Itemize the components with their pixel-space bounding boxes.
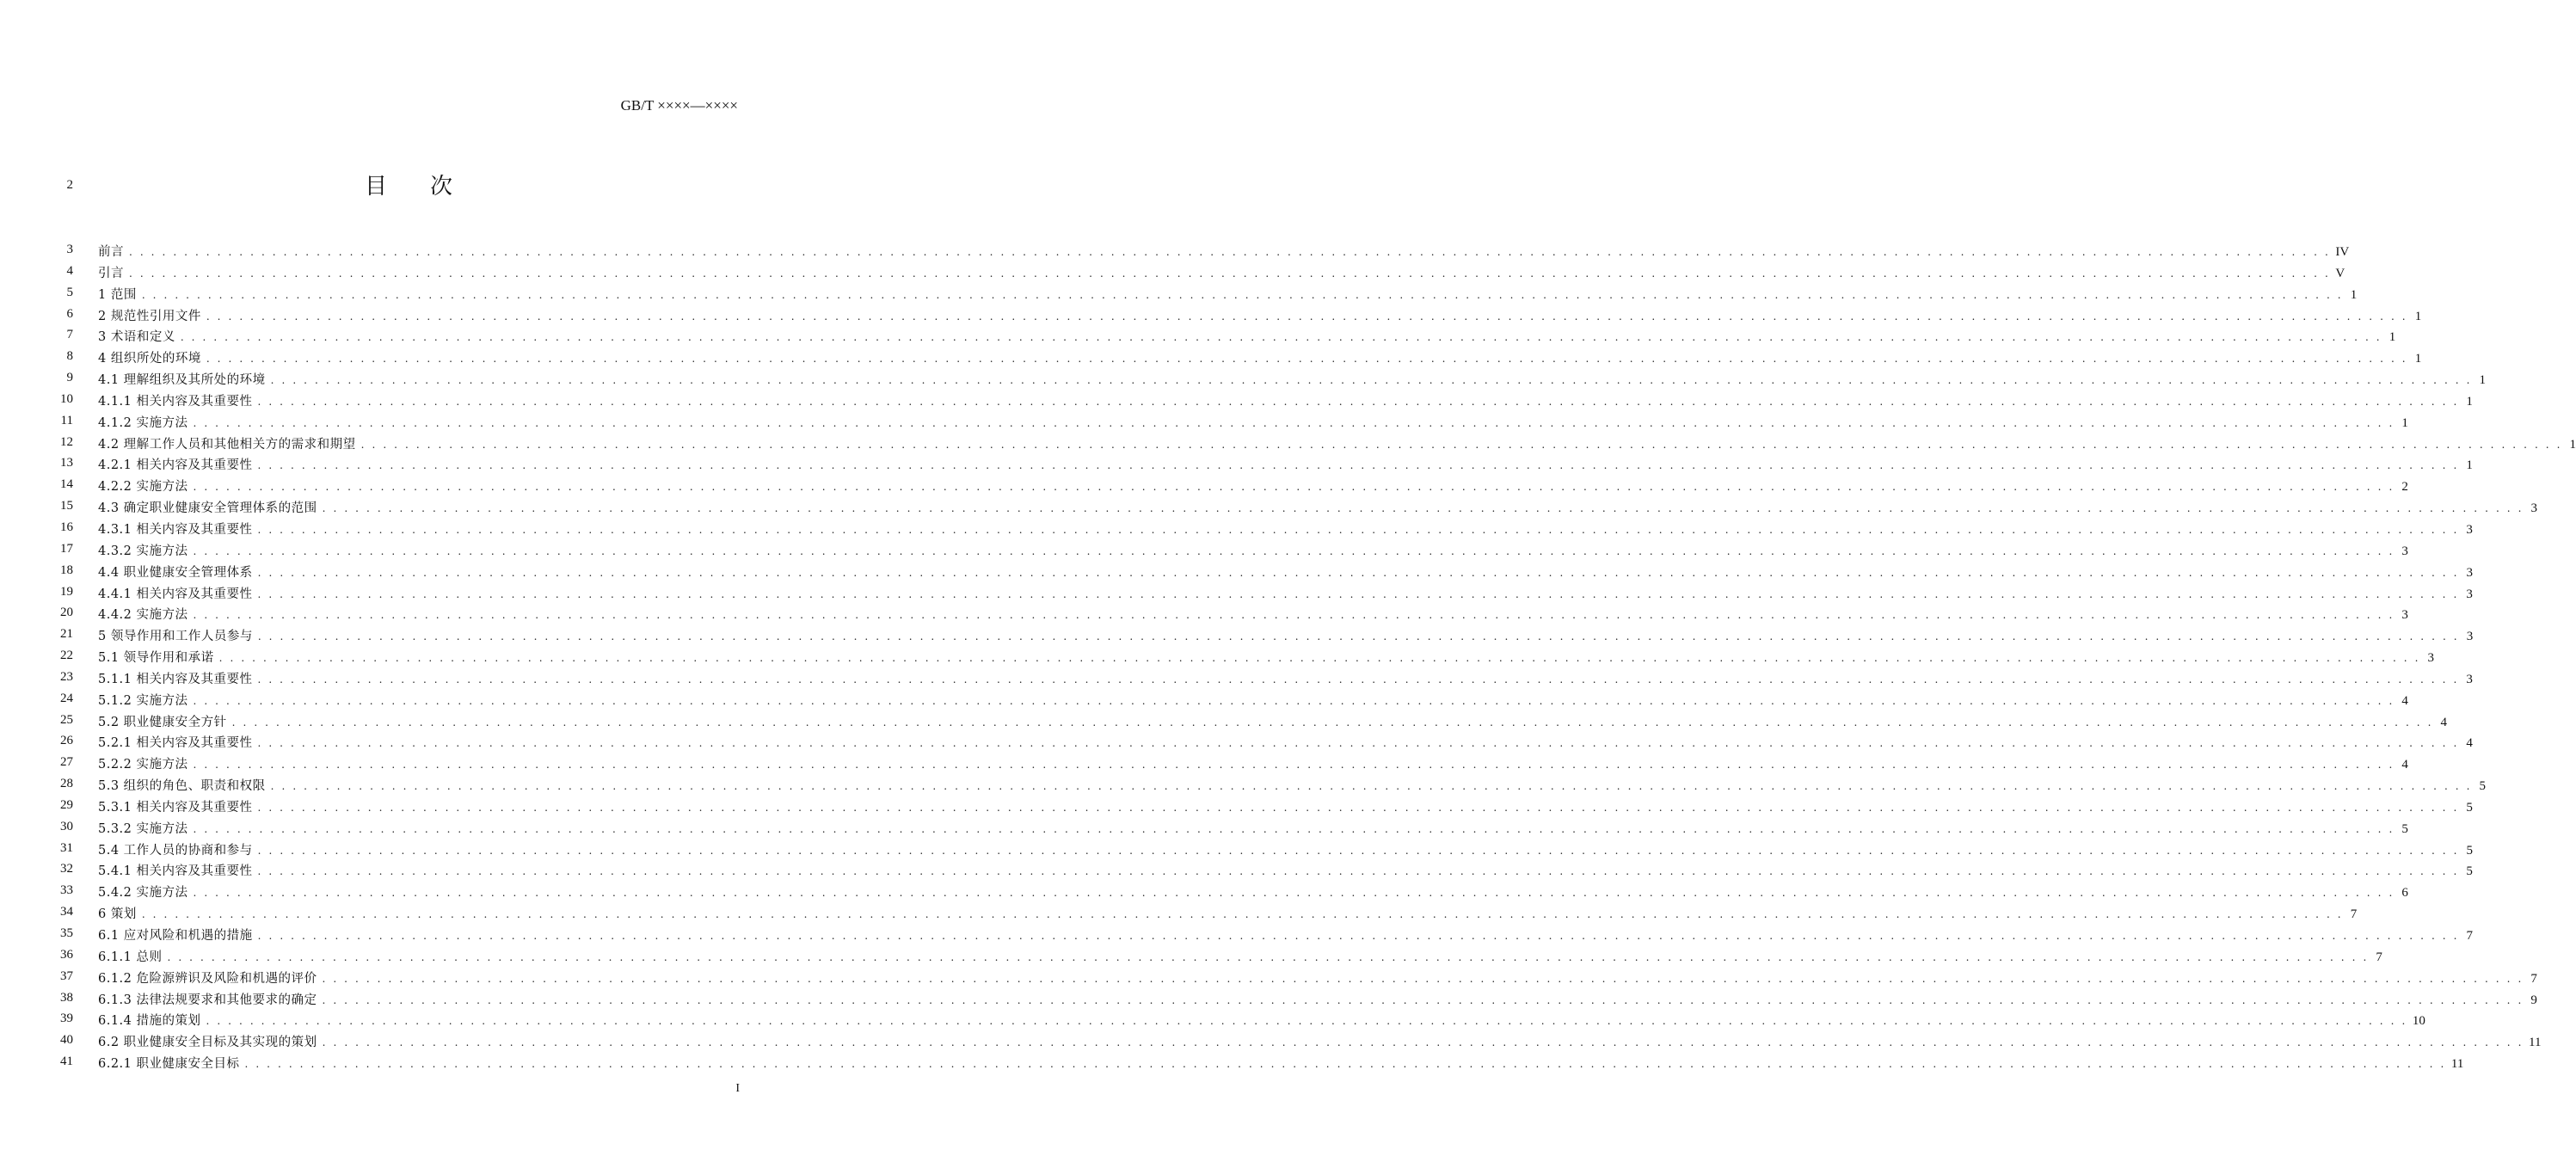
toc-row [0, 645, 2435, 667]
dot-leader: . . . . . . . . . . . . . . . . . . . . . . . . . . . . . . . . . . . . . . . . . . . . . . . . . . . . . . . . . . . . . . . . . . . . . . . . . . . . . . . . . . . . . . . . . . . . . . . . . . . . . . . . . . . . . . . . . . . . . . . . . . . . . . . . . . . . . . . . . . . . . . . . . . . . . . . . . . . . . . . . . . . . . . . . . . . . . . . . . . . . . . . . . . . . . . . . . . . . . . . . [193, 694, 2395, 707]
toc-entry[interactable] [98, 691, 2408, 709]
line-number: 16 [60, 520, 73, 534]
toc-row [0, 858, 2473, 880]
toc-page-number: 3 [2466, 672, 2473, 686]
toc-entry[interactable] [98, 840, 2474, 858]
toc-entry-title: 4.1.1 相关内容及其重要性 [98, 394, 253, 409]
toc-entry[interactable] [98, 776, 2487, 794]
toc-entry-title: 5.4.1 相关内容及其重要性 [98, 864, 253, 879]
toc-page-number: 3 [2530, 501, 2538, 516]
toc-row [0, 1008, 2425, 1030]
line-number: 17 [60, 541, 73, 556]
line-number: 28 [60, 777, 73, 791]
toc-page-number: 5 [2466, 843, 2474, 858]
line-number: 3 [66, 243, 73, 256]
toc-row [0, 282, 2358, 304]
dot-leader: . . . . . . . . . . . . . . . . . . . . . . . . . . . . . . . . . . . . . . . . . . . . . . . . . . . . . . . . . . . . . . . . . . . . . . . . . . . . . . . . . . . . . . . . . . . . . . . . . . . . . . . . . . . . . . . . . . . . . . . . . . . . . . . . . . . . . . . . . . . . . . . . . . . . . . . . . . . . . . . . . . . . . . . . . . . . . . . . . . . . . . . . . . . . . . . . . . . . . . . . [322, 502, 2524, 515]
toc-entry-title: 4.4.1 相关内容及其重要性 [98, 587, 253, 601]
toc-entry-title: 2 规范性引用文件 [98, 309, 201, 323]
toc-entry[interactable] [98, 1054, 2464, 1072]
toc-page-number: 1 [2388, 330, 2396, 345]
line-number: 19 [60, 584, 73, 599]
line-number: 11 [60, 413, 73, 427]
toc-entry[interactable] [98, 563, 2474, 581]
toc-page-number: 11 [2529, 1036, 2542, 1050]
toc-page-number: 10 [2412, 1014, 2425, 1029]
toc-row [0, 452, 2473, 474]
toc-row [0, 410, 2408, 432]
toc-row [0, 923, 2474, 944]
toc-row [0, 261, 2345, 282]
dot-leader: . . . . . . . . . . . . . . . . . . . . . . . . . . . . . . . . . . . . . . . . . . . . . . . . . . . . . . . . . . . . . . . . . . . . . . . . . . . . . . . . . . . . . . . . . . . . . . . . . . . . . . . . . . . . . . . . . . . . . . . . . . . . . . . . . . . . . . . . . . . . . . . . . . . . . . . . . . . . . . . . . . . . . . . . . . . . . . . . . . . . . . . . . . . . . . . . . . . . . . . . [257, 673, 2459, 686]
toc-entry[interactable] [98, 1011, 2425, 1029]
toc-entry-title: 4.4 职业健康安全管理体系 [98, 565, 253, 580]
dot-leader: . . . . . . . . . . . . . . . . . . . . . . . . . . . . . . . . . . . . . . . . . . . . . . . . . . . . . . . . . . . . . . . . . . . . . . . . . . . . . . . . . . . . . . . . . . . . . . . . . . . . . . . . . . . . . . . . . . . . . . . . . . . . . . . . . . . . . . . . . . . . . . . . . . . . . . . . . . . . . . . . . . . . . . . . . . . . . . . . . . . . . . . . . . . . . . . . . . . . . . . . [193, 822, 2395, 835]
toc-entry-title: 6.2 职业健康安全目标及其实现的策划 [98, 1036, 317, 1050]
toc-row [0, 346, 2422, 367]
toc-page-number: 4 [2401, 693, 2408, 708]
page-title: 目次 [364, 174, 495, 200]
line-number: 13 [60, 456, 73, 470]
table-of-contents [0, 239, 2576, 1073]
dot-leader: . . . . . . . . . . . . . . . . . . . . . . . . . . . . . . . . . . . . . . . . . . . . . . . . . . . . . . . . . . . . . . . . . . . . . . . . . . . . . . . . . . . . . . . . . . . . . . . . . . . . . . . . . . . . . . . . . . . . . . . . . . . . . . . . . . . . . . . . . . . . . . . . . . . . . . . . . . . . . . . . . . . . . . . . . . . . . . . . . . . . . . . . . . . . . . . . . . . . . . . . [193, 416, 2395, 429]
toc-entry-title: 5.3.2 实施方法 [98, 821, 188, 836]
toc-row [0, 773, 2487, 795]
toc-entry[interactable] [98, 413, 2408, 431]
toc-entry[interactable] [98, 285, 2358, 303]
dot-leader: . . . . . . . . . . . . . . . . . . . . . . . . . . . . . . . . . . . . . . . . . . . . . . . . . . . . . . . . . . . . . . . . . . . . . . . . . . . . . . . . . . . . . . . . . . . . . . . . . . . . . . . . . . . . . . . . . . . . . . . . . . . . . . . . . . . . . . . . . . . . . . . . . . . . . . . . . . . . . . . . . . . . . . . . . . . . . . . . . . . . . . . . . . . . . . . . . . . . . . . . [257, 801, 2459, 814]
line-number: 8 [66, 349, 73, 364]
toc-entry-title: 6.2.1 职业健康安全目标 [98, 1057, 240, 1072]
toc-page-number: 5 [2479, 779, 2487, 794]
line-number: 7 [66, 328, 73, 342]
dot-leader: . . . . . . . . . . . . . . . . . . . . . . . . . . . . . . . . . . . . . . . . . . . . . . . . . . . . . . . . . . . . . . . . . . . . . . . . . . . . . . . . . . . . . . . . . . . . . . . . . . . . . . . . . . . . . . . . . . . . . . . . . . . . . . . . . . . . . . . . . . . . . . . . . . . . . . . . . . . . . . . . . . . . . . . . . . . . . . . . . . . . . . . . . . . . . . . . . . . . . . . . [257, 566, 2460, 579]
toc-page-number: 3 [2427, 651, 2435, 666]
dot-leader: . . . . . . . . . . . . . . . . . . . . . . . . . . . . . . . . . . . . . . . . . . . . . . . . . . . . . . . . . . . . . . . . . . . . . . . . . . . . . . . . . . . . . . . . . . . . . . . . . . . . . . . . . . . . . . . . . . . . . . . . . . . . . . . . . . . . . . . . . . . . . . . . . . . . . . . . . . . . . . . . . . . . . . . . . . . . . . . . . . . . . . . . . . . . . . . . . . . . . . . . [360, 438, 2563, 451]
toc-row [0, 495, 2538, 517]
toc-row [0, 389, 2473, 410]
toc-entry-title: 5.4.2 实施方法 [98, 886, 188, 901]
toc-row [0, 432, 2576, 453]
toc-row [0, 602, 2408, 624]
toc-entry-title: 1 范围 [98, 287, 137, 302]
toc-row [0, 944, 2382, 966]
dot-leader: . . . . . . . . . . . . . . . . . . . . . . . . . . . . . . . . . . . . . . . . . . . . . . . . . . . . . . . . . . . . . . . . . . . . . . . . . . . . . . . . . . . . . . . . . . . . . . . . . . . . . . . . . . . . . . . . . . . . . . . . . . . . . . . . . . . . . . . . . . . . . . . . . . . . . . . . . . . . . . . . . . . . . . . . . . . . . . . . . . . . . . . . . . . . . . . . . . . . . . . . [231, 716, 2434, 729]
toc-page-number: 2 [2401, 480, 2408, 495]
dot-leader: . . . . . . . . . . . . . . . . . . . . . . . . . . . . . . . . . . . . . . . . . . . . . . . . . . . . . . . . . . . . . . . . . . . . . . . . . . . . . . . . . . . . . . . . . . . . . . . . . . . . . . . . . . . . . . . . . . . . . . . . . . . . . . . . . . . . . . . . . . . . . . . . . . . . . . . . . . . . . . . . . . . . . . . . . . . . . . . . . . . . . . . . . . . . . . . . . . . . . . . . [129, 267, 2331, 280]
line-number: 25 [60, 712, 73, 727]
toc-entry[interactable] [98, 520, 2473, 538]
toc-entry[interactable] [98, 584, 2473, 602]
toc-entry-title: 4.1.2 实施方法 [98, 415, 188, 430]
toc-row [0, 560, 2474, 581]
toc-page-number: 9 [2530, 993, 2537, 1007]
toc-row [0, 304, 2422, 325]
toc-row [0, 795, 2473, 816]
toc-entry[interactable] [98, 733, 2473, 751]
toc-page-number: 11 [2450, 1057, 2464, 1072]
toc-entry[interactable] [98, 925, 2474, 944]
toc-entry[interactable] [98, 861, 2473, 879]
toc-entry-title: 4.3.1 相关内容及其重要性 [98, 522, 253, 537]
line-number: 6 [66, 306, 73, 321]
line-number: 41 [60, 1055, 73, 1069]
toc-entry[interactable] [98, 712, 2448, 730]
dot-leader: . . . . . . . . . . . . . . . . . . . . . . . . . . . . . . . . . . . . . . . . . . . . . . . . . . . . . . . . . . . . . . . . . . . . . . . . . . . . . . . . . . . . . . . . . . . . . . . . . . . . . . . . . . . . . . . . . . . . . . . . . . . . . . . . . . . . . . . . . . . . . . . . . . . . . . . . . . . . . . . . . . . . . . . . . . . . . . . . . . . . . . . . . . . . . . . . . . . . . . . . [180, 331, 2382, 344]
toc-entry-title: 6.1 应对风险和机遇的措施 [98, 929, 253, 943]
toc-entry-title: 4.3 确定职业健康安全管理体系的范围 [98, 501, 317, 516]
toc-page-number: 7 [2350, 907, 2358, 922]
line-number: 14 [60, 477, 73, 492]
dot-leader: . . . . . . . . . . . . . . . . . . . . . . . . . . . . . . . . . . . . . . . . . . . . . . . . . . . . . . . . . . . . . . . . . . . . . . . . . . . . . . . . . . . . . . . . . . . . . . . . . . . . . . . . . . . . . . . . . . . . . . . . . . . . . . . . . . . . . . . . . . . . . . . . . . . . . . . . . . . . . . . . . . . . . . . . . . . . . . . . . . . . . . . . . . . . . . . . . . . . . . . . [129, 246, 2331, 258]
line-number: 4 [66, 263, 73, 278]
toc-entry[interactable] [98, 306, 2422, 324]
toc-entry-title: 4.2 理解工作人员和其他相关方的需求和期望 [98, 437, 356, 452]
toc-entry[interactable] [98, 391, 2473, 409]
toc-entry-title: 4.4.2 实施方法 [98, 608, 188, 623]
toc-entry-title: 6.1.3 法律法规要求和其他要求的确定 [98, 993, 317, 1007]
toc-row [0, 838, 2474, 859]
toc-page-number: 1 [2350, 287, 2358, 302]
toc-entry[interactable] [98, 477, 2408, 495]
toc-page-number: 1 [2466, 458, 2473, 473]
toc-row [0, 688, 2408, 710]
toc-entry[interactable] [98, 327, 2396, 345]
toc-entry[interactable] [98, 669, 2473, 687]
toc-row [0, 474, 2408, 495]
toc-entry-title: 6.1.1 总则 [98, 950, 163, 964]
line-number: 30 [60, 819, 73, 833]
toc-entry[interactable] [98, 626, 2474, 644]
toc-entry-title: 5.2 职业健康安全方针 [98, 715, 227, 729]
dot-leader: . . . . . . . . . . . . . . . . . . . . . . . . . . . . . . . . . . . . . . . . . . . . . . . . . . . . . . . . . . . . . . . . . . . . . . . . . . . . . . . . . . . . . . . . . . . . . . . . . . . . . . . . . . . . . . . . . . . . . . . . . . . . . . . . . . . . . . . . . . . . . . . . . . . . . . . . . . . . . . . . . . . . . . . . . . . . . . . . . . . . . . . . . . . . . . . . . . . . . . . . [270, 374, 2473, 387]
dot-leader: . . . . . . . . . . . . . . . . . . . . . . . . . . . . . . . . . . . . . . . . . . . . . . . . . . . . . . . . . . . . . . . . . . . . . . . . . . . . . . . . . . . . . . . . . . . . . . . . . . . . . . . . . . . . . . . . . . . . . . . . . . . . . . . . . . . . . . . . . . . . . . . . . . . . . . . . . . . . . . . . . . . . . . . . . . . . . . . . . . . . . . . . . . . . . . . . . . . . . . . . [322, 972, 2524, 985]
toc-entry[interactable] [98, 434, 2576, 452]
toc-entry-title: 4 组织所处的环境 [98, 352, 201, 366]
dot-leader: . . . . . . . . . . . . . . . . . . . . . . . . . . . . . . . . . . . . . . . . . . . . . . . . . . . . . . . . . . . . . . . . . . . . . . . . . . . . . . . . . . . . . . . . . . . . . . . . . . . . . . . . . . . . . . . . . . . . . . . . . . . . . . . . . . . . . . . . . . . . . . . . . . . . . . . . . . . . . . . . . . . . . . . . . . . . . . . . . . . . . . . . . . . . . . . . . . . . . . . . [270, 780, 2473, 793]
toc-entry[interactable] [98, 242, 2350, 260]
toc-page-number: 4 [2440, 715, 2448, 729]
toc-entry-title: 4.2.1 相关内容及其重要性 [98, 458, 253, 473]
dot-leader: . . . . . . . . . . . . . . . . . . . . . . . . . . . . . . . . . . . . . . . . . . . . . . . . . . . . . . . . . . . . . . . . . . . . . . . . . . . . . . . . . . . . . . . . . . . . . . . . . . . . . . . . . . . . . . . . . . . . . . . . . . . . . . . . . . . . . . . . . . . . . . . . . . . . . . . . . . . . . . . . . . . . . . . . . . . . . . . . . . . . . . . . . . . . . . . . . . . . . . . . [193, 481, 2395, 494]
line-number: 32 [60, 862, 73, 876]
toc-entry[interactable] [98, 541, 2408, 559]
toc-entry-title: 前言 [98, 245, 124, 259]
toc-page-number: 1 [2414, 309, 2422, 323]
line-number: 38 [60, 990, 73, 1005]
line-number: 26 [60, 734, 73, 748]
toc-row [0, 752, 2408, 773]
toc-entry-title: 5.4 工作人员的协商和参与 [98, 843, 253, 858]
toc-page-number: 3 [2466, 522, 2473, 537]
footer-page-number: I [735, 1082, 740, 1095]
toc-entry[interactable] [98, 348, 2422, 366]
toc-page-number: 1 [2466, 394, 2473, 409]
toc-page-number: 3 [2466, 565, 2474, 580]
toc-page-number: 5 [2401, 821, 2408, 836]
toc-entry-title: 5.3.1 相关内容及其重要性 [98, 800, 253, 815]
toc-entry[interactable] [98, 819, 2408, 837]
line-number: 22 [60, 649, 73, 663]
toc-entry[interactable] [98, 370, 2487, 388]
toc-page-number: 1 [2569, 437, 2576, 452]
toc-page-number: 4 [2466, 736, 2473, 751]
toc-entry-title: 3 术语和定义 [98, 330, 175, 345]
dot-leader: . . . . . . . . . . . . . . . . . . . . . . . . . . . . . . . . . . . . . . . . . . . . . . . . . . . . . . . . . . . . . . . . . . . . . . . . . . . . . . . . . . . . . . . . . . . . . . . . . . . . . . . . . . . . . . . . . . . . . . . . . . . . . . . . . . . . . . . . . . . . . . . . . . . . . . . . . . . . . . . . . . . . . . . . . . . . . . . . . . . . . . . . . . . . . . . . . . . . . . . . [206, 1015, 2407, 1028]
toc-row [0, 730, 2473, 752]
dot-leader: . . . . . . . . . . . . . . . . . . . . . . . . . . . . . . . . . . . . . . . . . . . . . . . . . . . . . . . . . . . . . . . . . . . . . . . . . . . . . . . . . . . . . . . . . . . . . . . . . . . . . . . . . . . . . . . . . . . . . . . . . . . . . . . . . . . . . . . . . . . . . . . . . . . . . . . . . . . . . . . . . . . . . . . . . . . . . . . . . . . . . . . . . . . . . . . . . . . . . . . . [257, 395, 2459, 408]
toc-page-number: 1 [2414, 352, 2422, 366]
toc-entry[interactable] [98, 968, 2537, 987]
dot-leader: . . . . . . . . . . . . . . . . . . . . . . . . . . . . . . . . . . . . . . . . . . . . . . . . . . . . . . . . . . . . . . . . . . . . . . . . . . . . . . . . . . . . . . . . . . . . . . . . . . . . . . . . . . . . . . . . . . . . . . . . . . . . . . . . . . . . . . . . . . . . . . . . . . . . . . . . . . . . . . . . . . . . . . . . . . . . . . . . . . . . . . . . . . . . . . . . . . . . . . . . [206, 310, 2408, 323]
toc-page-number: 6 [2401, 886, 2408, 901]
toc-entry-title: 引言 [98, 266, 124, 280]
toc-row [0, 667, 2473, 688]
toc-row [0, 239, 2350, 261]
dot-leader: . . . . . . . . . . . . . . . . . . . . . . . . . . . . . . . . . . . . . . . . . . . . . . . . . . . . . . . . . . . . . . . . . . . . . . . . . . . . . . . . . . . . . . . . . . . . . . . . . . . . . . . . . . . . . . . . . . . . . . . . . . . . . . . . . . . . . . . . . . . . . . . . . . . . . . . . . . . . . . . . . . . . . . . . . . . . . . . . . . . . . . . . . . . . . . . . . . . . . . . . [193, 609, 2395, 622]
toc-page-number: 3 [2401, 608, 2408, 623]
toc-entry[interactable] [98, 904, 2358, 922]
dot-leader: . . . . . . . . . . . . . . . . . . . . . . . . . . . . . . . . . . . . . . . . . . . . . . . . . . . . . . . . . . . . . . . . . . . . . . . . . . . . . . . . . . . . . . . . . . . . . . . . . . . . . . . . . . . . . . . . . . . . . . . . . . . . . . . . . . . . . . . . . . . . . . . . . . . . . . . . . . . . . . . . . . . . . . . . . . . . . . . . . . . . . . . . . . . . . . . . . . . . . . . . [244, 1058, 2446, 1071]
dot-leader: . . . . . . . . . . . . . . . . . . . . . . . . . . . . . . . . . . . . . . . . . . . . . . . . . . . . . . . . . . . . . . . . . . . . . . . . . . . . . . . . . . . . . . . . . . . . . . . . . . . . . . . . . . . . . . . . . . . . . . . . . . . . . . . . . . . . . . . . . . . . . . . . . . . . . . . . . . . . . . . . . . . . . . . . . . . . . . . . . . . . . . . . . . . . . . . . . . . . . . . . [257, 459, 2459, 472]
toc-page-number: 7 [2466, 929, 2474, 943]
toc-entry[interactable] [98, 754, 2408, 772]
toc-entry[interactable] [98, 882, 2408, 901]
toc-entry-title: 5.2.2 实施方法 [98, 758, 188, 772]
dot-leader: . . . . . . . . . . . . . . . . . . . . . . . . . . . . . . . . . . . . . . . . . . . . . . . . . . . . . . . . . . . . . . . . . . . . . . . . . . . . . . . . . . . . . . . . . . . . . . . . . . . . . . . . . . . . . . . . . . . . . . . . . . . . . . . . . . . . . . . . . . . . . . . . . . . . . . . . . . . . . . . . . . . . . . . . . . . . . . . . . . . . . . . . . . . . . . . . . . . . . . . . [193, 544, 2395, 557]
toc-entry-title: 6.1.4 措施的策划 [98, 1014, 201, 1029]
toc-row [0, 581, 2473, 603]
toc-entry-title: 4.1 理解组织及其所处的环境 [98, 373, 266, 388]
toc-row [0, 880, 2408, 901]
toc-row [0, 816, 2408, 838]
toc-entry-title: 4.3.2 实施方法 [98, 544, 188, 558]
toc-entry-title: 5.1.1 相关内容及其重要性 [98, 672, 253, 686]
line-number: 24 [60, 691, 73, 705]
toc-page-number: V [2335, 266, 2345, 280]
toc-entry[interactable] [98, 947, 2382, 965]
dot-leader: . . . . . . . . . . . . . . . . . . . . . . . . . . . . . . . . . . . . . . . . . . . . . . . . . . . . . . . . . . . . . . . . . . . . . . . . . . . . . . . . . . . . . . . . . . . . . . . . . . . . . . . . . . . . . . . . . . . . . . . . . . . . . . . . . . . . . . . . . . . . . . . . . . . . . . . . . . . . . . . . . . . . . . . . . . . . . . . . . . . . . . . . . . . . . . . . . . . . . . . . [141, 288, 2344, 301]
dot-leader: . . . . . . . . . . . . . . . . . . . . . . . . . . . . . . . . . . . . . . . . . . . . . . . . . . . . . . . . . . . . . . . . . . . . . . . . . . . . . . . . . . . . . . . . . . . . . . . . . . . . . . . . . . . . . . . . . . . . . . . . . . . . . . . . . . . . . . . . . . . . . . . . . . . . . . . . . . . . . . . . . . . . . . . . . . . . . . . . . . . . . . . . . . . . . . . . . . . . . . . . [141, 908, 2344, 921]
toc-row [0, 1051, 2464, 1073]
line-number: 27 [60, 755, 73, 770]
toc-page-number: 5 [2466, 864, 2473, 879]
toc-row [0, 624, 2474, 645]
line-number: 15 [60, 499, 73, 513]
toc-page-number: IV [2335, 245, 2350, 259]
line-number: 31 [60, 840, 73, 855]
line-number: 39 [60, 1012, 73, 1026]
dot-leader: . . . . . . . . . . . . . . . . . . . . . . . . . . . . . . . . . . . . . . . . . . . . . . . . . . . . . . . . . . . . . . . . . . . . . . . . . . . . . . . . . . . . . . . . . . . . . . . . . . . . . . . . . . . . . . . . . . . . . . . . . . . . . . . . . . . . . . . . . . . . . . . . . . . . . . . . . . . . . . . . . . . . . . . . . . . . . . . . . . . . . . . . . . . . . . . . . . . . . . . . [257, 930, 2460, 942]
toc-row [0, 901, 2358, 923]
dot-leader: . . . . . . . . . . . . . . . . . . . . . . . . . . . . . . . . . . . . . . . . . . . . . . . . . . . . . . . . . . . . . . . . . . . . . . . . . . . . . . . . . . . . . . . . . . . . . . . . . . . . . . . . . . . . . . . . . . . . . . . . . . . . . . . . . . . . . . . . . . . . . . . . . . . . . . . . . . . . . . . . . . . . . . . . . . . . . . . . . . . . . . . . . . . . . . . . . . . . . . . . [167, 950, 2369, 963]
toc-page-number: 1 [2401, 415, 2408, 430]
toc-row [0, 710, 2448, 731]
line-number: 29 [60, 797, 73, 812]
dot-leader: . . . . . . . . . . . . . . . . . . . . . . . . . . . . . . . . . . . . . . . . . . . . . . . . . . . . . . . . . . . . . . . . . . . . . . . . . . . . . . . . . . . . . . . . . . . . . . . . . . . . . . . . . . . . . . . . . . . . . . . . . . . . . . . . . . . . . . . . . . . . . . . . . . . . . . . . . . . . . . . . . . . . . . . . . . . . . . . . . . . . . . . . . . . . . . . . . . . . . . . . [322, 993, 2524, 1006]
line-number: 36 [60, 947, 73, 962]
dot-leader: . . . . . . . . . . . . . . . . . . . . . . . . . . . . . . . . . . . . . . . . . . . . . . . . . . . . . . . . . . . . . . . . . . . . . . . . . . . . . . . . . . . . . . . . . . . . . . . . . . . . . . . . . . . . . . . . . . . . . . . . . . . . . . . . . . . . . . . . . . . . . . . . . . . . . . . . . . . . . . . . . . . . . . . . . . . . . . . . . . . . . . . . . . . . . . . . . . . . . . . . [193, 887, 2395, 900]
toc-entry[interactable] [98, 1032, 2542, 1050]
toc-entry[interactable] [98, 797, 2473, 815]
toc-page-number: 3 [2466, 630, 2474, 644]
line-number: 20 [60, 606, 73, 620]
toc-page-number: 3 [2401, 544, 2408, 558]
toc-row [0, 324, 2396, 346]
toc-entry[interactable] [98, 605, 2408, 623]
toc-entry-title: 5.1.2 实施方法 [98, 693, 188, 708]
line-number: 23 [60, 669, 73, 684]
toc-entry[interactable] [98, 498, 2538, 516]
dot-leader: . . . . . . . . . . . . . . . . . . . . . . . . . . . . . . . . . . . . . . . . . . . . . . . . . . . . . . . . . . . . . . . . . . . . . . . . . . . . . . . . . . . . . . . . . . . . . . . . . . . . . . . . . . . . . . . . . . . . . . . . . . . . . . . . . . . . . . . . . . . . . . . . . . . . . . . . . . . . . . . . . . . . . . . . . . . . . . . . . . . . . . . . . . . . . . . . . . . . . . . . [257, 844, 2460, 857]
dot-leader: . . . . . . . . . . . . . . . . . . . . . . . . . . . . . . . . . . . . . . . . . . . . . . . . . . . . . . . . . . . . . . . . . . . . . . . . . . . . . . . . . . . . . . . . . . . . . . . . . . . . . . . . . . . . . . . . . . . . . . . . . . . . . . . . . . . . . . . . . . . . . . . . . . . . . . . . . . . . . . . . . . . . . . . . . . . . . . . . . . . . . . . . . . . . . . . . . . . . . . . . [206, 353, 2408, 366]
toc-row [0, 538, 2408, 560]
dot-leader: . . . . . . . . . . . . . . . . . . . . . . . . . . . . . . . . . . . . . . . . . . . . . . . . . . . . . . . . . . . . . . . . . . . . . . . . . . . . . . . . . . . . . . . . . . . . . . . . . . . . . . . . . . . . . . . . . . . . . . . . . . . . . . . . . . . . . . . . . . . . . . . . . . . . . . . . . . . . . . . . . . . . . . . . . . . . . . . . . . . . . . . . . . . . . . . . . . . . . . . . [322, 1036, 2524, 1049]
toc-entry-title: 5 领导作用和工作人员参与 [98, 630, 253, 644]
line-number: 33 [60, 883, 73, 898]
standard-code: GB/T ××××—×××× [620, 97, 738, 114]
toc-page-number: 1 [2479, 373, 2487, 388]
dot-leader: . . . . . . . . . . . . . . . . . . . . . . . . . . . . . . . . . . . . . . . . . . . . . . . . . . . . . . . . . . . . . . . . . . . . . . . . . . . . . . . . . . . . . . . . . . . . . . . . . . . . . . . . . . . . . . . . . . . . . . . . . . . . . . . . . . . . . . . . . . . . . . . . . . . . . . . . . . . . . . . . . . . . . . . . . . . . . . . . . . . . . . . . . . . . . . . . . . . . . . . . [257, 865, 2459, 878]
line-number: 34 [60, 905, 73, 919]
toc-page-number: 5 [2466, 800, 2473, 815]
toc-entry[interactable] [98, 648, 2435, 666]
dot-leader: . . . . . . . . . . . . . . . . . . . . . . . . . . . . . . . . . . . . . . . . . . . . . . . . . . . . . . . . . . . . . . . . . . . . . . . . . . . . . . . . . . . . . . . . . . . . . . . . . . . . . . . . . . . . . . . . . . . . . . . . . . . . . . . . . . . . . . . . . . . . . . . . . . . . . . . . . . . . . . . . . . . . . . . . . . . . . . . . . . . . . . . . . . . . . . . . . . . . . . . . [257, 630, 2460, 643]
toc-entry-title: 5.2.1 相关内容及其重要性 [98, 736, 253, 751]
line-number: 10 [60, 391, 73, 406]
toc-page-number: 7 [2530, 971, 2537, 986]
toc-page-number: 7 [2376, 950, 2382, 964]
line-number: 37 [60, 968, 73, 983]
toc-row [0, 987, 2537, 1009]
dot-leader: . . . . . . . . . . . . . . . . . . . . . . . . . . . . . . . . . . . . . . . . . . . . . . . . . . . . . . . . . . . . . . . . . . . . . . . . . . . . . . . . . . . . . . . . . . . . . . . . . . . . . . . . . . . . . . . . . . . . . . . . . . . . . . . . . . . . . . . . . . . . . . . . . . . . . . . . . . . . . . . . . . . . . . . . . . . . . . . . . . . . . . . . . . . . . . . . . . . . . . . . [218, 652, 2421, 665]
toc-entry-title: 6.1.2 危险源辨识及风险和机遇的评价 [98, 971, 317, 986]
line-number: 9 [66, 371, 73, 385]
line-number: 12 [60, 434, 73, 449]
line-number: 40 [60, 1033, 73, 1048]
dot-leader: . . . . . . . . . . . . . . . . . . . . . . . . . . . . . . . . . . . . . . . . . . . . . . . . . . . . . . . . . . . . . . . . . . . . . . . . . . . . . . . . . . . . . . . . . . . . . . . . . . . . . . . . . . . . . . . . . . . . . . . . . . . . . . . . . . . . . . . . . . . . . . . . . . . . . . . . . . . . . . . . . . . . . . . . . . . . . . . . . . . . . . . . . . . . . . . . . . . . . . . . [257, 737, 2459, 750]
toc-row [0, 517, 2473, 538]
toc-entry-title: 5.3 组织的角色、职责和权限 [98, 779, 266, 794]
toc-entry[interactable] [98, 455, 2473, 473]
toc-entry-title: 6 策划 [98, 907, 137, 922]
line-number: 18 [60, 563, 73, 577]
dot-leader: . . . . . . . . . . . . . . . . . . . . . . . . . . . . . . . . . . . . . . . . . . . . . . . . . . . . . . . . . . . . . . . . . . . . . . . . . . . . . . . . . . . . . . . . . . . . . . . . . . . . . . . . . . . . . . . . . . . . . . . . . . . . . . . . . . . . . . . . . . . . . . . . . . . . . . . . . . . . . . . . . . . . . . . . . . . . . . . . . . . . . . . . . . . . . . . . . . . . . . . . [193, 759, 2395, 772]
line-number: 21 [60, 627, 73, 642]
toc-entry-title: 5.1 领导作用和承诺 [98, 651, 214, 666]
toc-row [0, 966, 2537, 987]
toc-row [0, 367, 2487, 389]
toc-page-number: 4 [2401, 758, 2408, 772]
line-number: 5 [66, 285, 73, 299]
dot-leader: . . . . . . . . . . . . . . . . . . . . . . . . . . . . . . . . . . . . . . . . . . . . . . . . . . . . . . . . . . . . . . . . . . . . . . . . . . . . . . . . . . . . . . . . . . . . . . . . . . . . . . . . . . . . . . . . . . . . . . . . . . . . . . . . . . . . . . . . . . . . . . . . . . . . . . . . . . . . . . . . . . . . . . . . . . . . . . . . . . . . . . . . . . . . . . . . . . . . . . . . [257, 523, 2459, 536]
title-line-number: 2 [66, 178, 73, 192]
toc-entry[interactable] [98, 990, 2537, 1008]
toc-entry-title: 4.2.2 实施方法 [98, 480, 188, 495]
toc-page-number: 3 [2466, 587, 2473, 601]
line-number: 35 [60, 926, 73, 940]
toc-row [0, 1030, 2542, 1051]
dot-leader: . . . . . . . . . . . . . . . . . . . . . . . . . . . . . . . . . . . . . . . . . . . . . . . . . . . . . . . . . . . . . . . . . . . . . . . . . . . . . . . . . . . . . . . . . . . . . . . . . . . . . . . . . . . . . . . . . . . . . . . . . . . . . . . . . . . . . . . . . . . . . . . . . . . . . . . . . . . . . . . . . . . . . . . . . . . . . . . . . . . . . . . . . . . . . . . . . . . . . . . . [257, 587, 2459, 600]
toc-entry[interactable] [98, 263, 2345, 281]
